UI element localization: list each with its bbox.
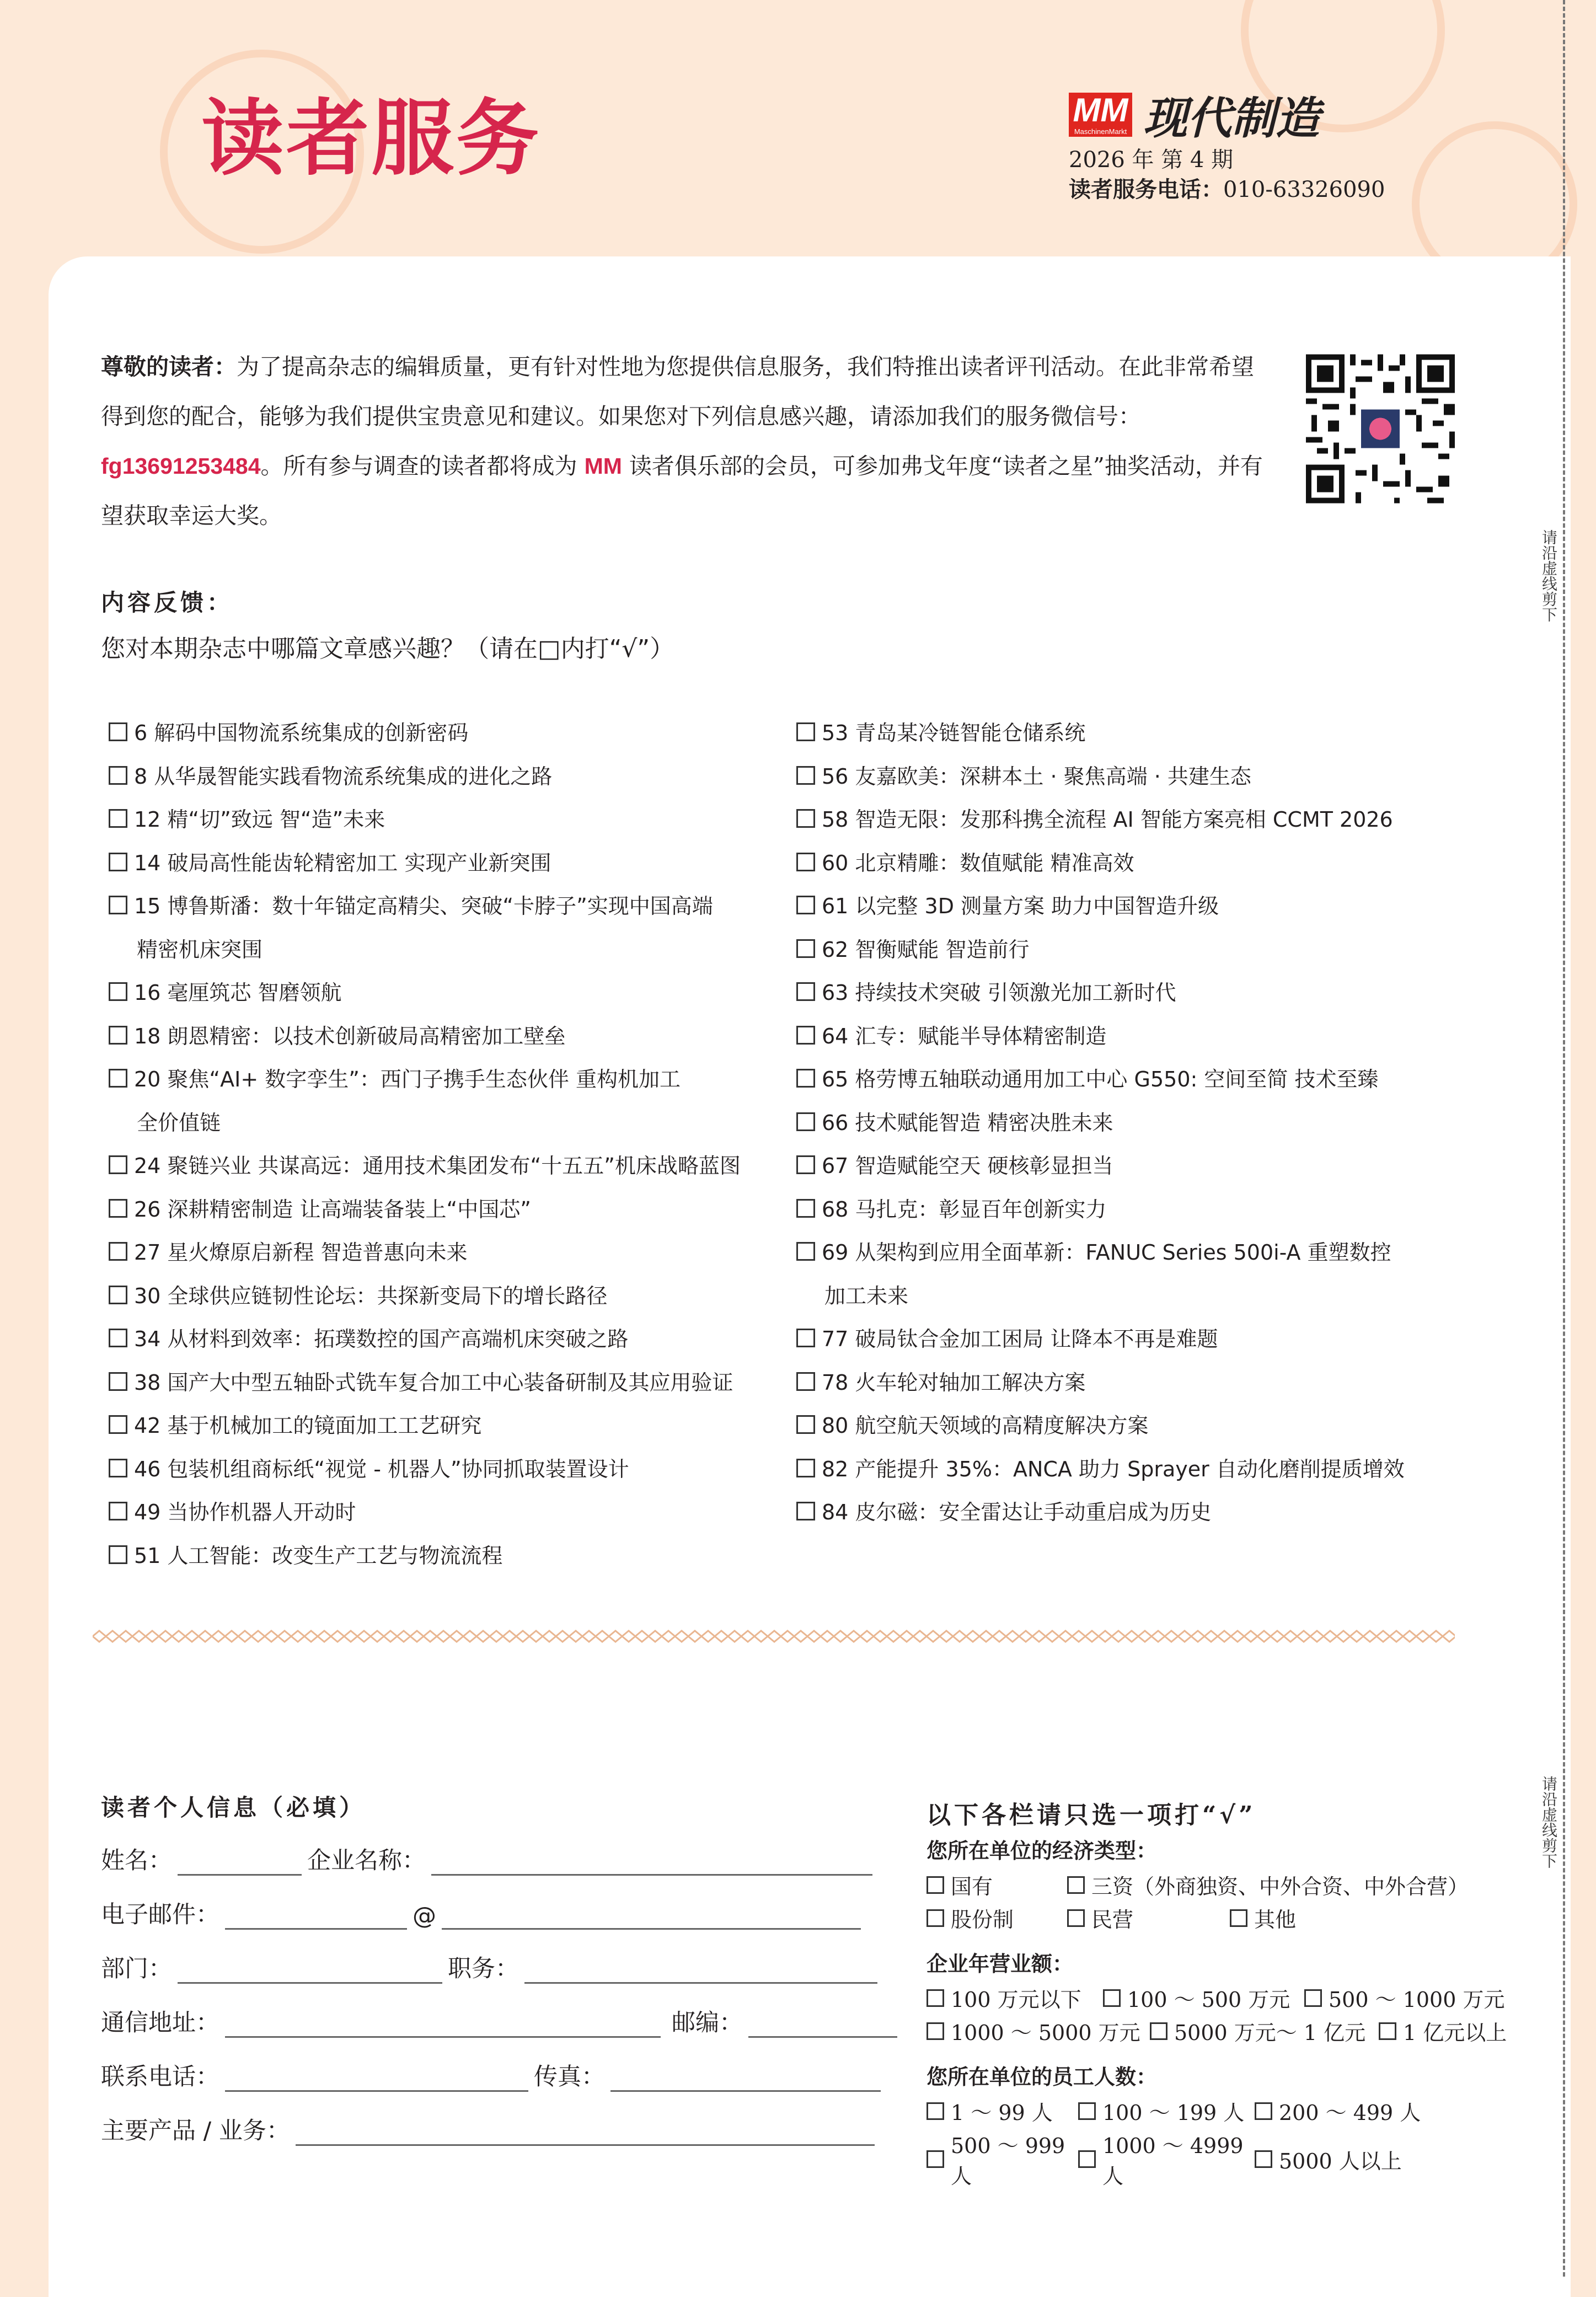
address-row — [101, 2004, 903, 2038]
checkbox[interactable] — [109, 1372, 127, 1391]
dept-row — [101, 1950, 883, 1984]
article-title: 82 产能提升 35%：ANCA 助力 Sprayer 自动化磨削提质增效 — [822, 1457, 1405, 1481]
article-title: 84 皮尔磁：安全雷达让手动重启成为历史 — [822, 1500, 1212, 1524]
fax-field[interactable] — [610, 2070, 881, 2092]
revenue-option-label: 500 ～ 1000 万元 — [1329, 1988, 1505, 2012]
article-title: 30 全球供应链韧性论坛：共探新变局下的增长路径 — [134, 1283, 608, 1308]
phone-label: 读者服务电话： — [1069, 176, 1223, 202]
checkbox[interactable] — [1078, 2150, 1096, 2168]
article-item[interactable] — [789, 711, 1467, 755]
zip-label: 邮编： — [672, 2009, 743, 2037]
employees-option-label: 5000 人以上 — [1279, 2149, 1402, 2173]
feedback-title: 内容反馈： — [101, 589, 234, 616]
article-title: 68 马扎克：彰显百年创新实力 — [822, 1197, 1107, 1222]
checkbox[interactable] — [796, 1242, 815, 1261]
article-item[interactable] — [789, 1231, 1467, 1275]
article-item[interactable] — [789, 1101, 1467, 1145]
econ-option[interactable] — [1230, 1903, 1296, 1933]
article-title: 24 聚链兴业 共谋高远：通用技术集团发布“十五五”机床战略蓝图 — [134, 1154, 741, 1178]
divider — [93, 1630, 1455, 1643]
checkbox[interactable] — [796, 1026, 815, 1045]
article-title: 12 精“切”致远 智“造”未来 — [134, 807, 385, 832]
article-item[interactable] — [101, 1231, 779, 1275]
checkbox[interactable] — [796, 1502, 815, 1520]
article-title: 14 破局高性能齿轮精密加工 实现产业新突围 — [134, 850, 551, 875]
article-item[interactable] — [789, 1491, 1467, 1534]
article-item[interactable] — [789, 971, 1467, 1015]
checkbox[interactable] — [1379, 2022, 1396, 2040]
revenue-option[interactable] — [1150, 2016, 1379, 2046]
email-at: @ — [413, 1902, 436, 1930]
article-title: 49 当协作机器人开动时 — [134, 1500, 356, 1524]
article-title: 62 智衡赋能 智造前行 — [822, 937, 1030, 962]
checkbox[interactable] — [796, 982, 815, 1001]
tel-field[interactable] — [225, 2070, 528, 2092]
checkbox[interactable] — [796, 1459, 815, 1477]
article-title: 8 从华晟智能实践看物流系统集成的进化之路 — [134, 764, 553, 789]
article-title: 15 博鲁斯潘：数十年锚定高精尖、突破“卡脖子”实现中国高端 — [134, 894, 713, 918]
revenue-option[interactable] — [926, 2016, 1150, 2046]
article-item[interactable] — [101, 1015, 779, 1058]
checkbox[interactable] — [796, 1199, 815, 1218]
article-item[interactable] — [101, 1058, 779, 1101]
article-item[interactable] — [789, 755, 1467, 799]
checkbox[interactable] — [1230, 1909, 1247, 1927]
employees-option[interactable] — [926, 2096, 1078, 2126]
econ-option-label: 股份制 — [951, 1908, 1014, 1932]
article-item[interactable] — [101, 755, 779, 799]
wechat-id: fg13691253484 — [101, 453, 261, 479]
checkbox[interactable] — [109, 1459, 127, 1477]
checkbox[interactable] — [796, 766, 815, 785]
checkbox[interactable] — [109, 766, 127, 785]
article-item[interactable] — [101, 971, 779, 1015]
article-item[interactable] — [789, 1144, 1467, 1188]
checkbox[interactable] — [926, 1876, 944, 1894]
revenue-option[interactable] — [1379, 2016, 1507, 2046]
intro-paragraph — [101, 342, 1276, 540]
checkbox[interactable] — [109, 809, 127, 828]
intro-lead: 尊敬的读者： — [101, 354, 237, 380]
checkbox[interactable] — [926, 1989, 944, 2007]
email-user-field[interactable] — [225, 1908, 407, 1930]
mm-mark: MM — [584, 453, 622, 479]
checkbox[interactable] — [796, 1329, 815, 1347]
checkbox[interactable] — [796, 853, 815, 871]
revenue-options-row — [926, 1983, 1504, 2013]
dept-label: 部门： — [101, 1955, 172, 1983]
checkbox[interactable] — [926, 1909, 944, 1927]
checkbox[interactable] — [109, 1242, 127, 1261]
checkbox[interactable] — [109, 1155, 127, 1174]
article-item[interactable] — [789, 1361, 1467, 1405]
article-item[interactable] — [101, 798, 779, 842]
employees-option-label: 500 ～ 999 人 — [951, 2134, 1065, 2188]
email-row — [101, 1896, 866, 1930]
article-title: 64 汇专：赋能半导体精密制造 — [822, 1024, 1107, 1048]
revenue-option-label: 5000 万元～ 1 亿元 — [1174, 2021, 1366, 2045]
dept-field[interactable] — [178, 1962, 442, 1984]
article-item[interactable] — [101, 1275, 779, 1318]
article-title: 58 智造无限：发那科携全流程 AI 智能方案亮相 CCMT 2026 — [822, 807, 1393, 832]
econ-title: 您所在单位的经济类型： — [926, 1839, 1158, 1863]
article-title: 42 基于机械加工的镜面加工工艺研究 — [134, 1413, 482, 1438]
article-title: 34 从材料到效率：拓璞数控的国产高端机床突破之路 — [134, 1327, 629, 1351]
article-title: 46 包装机组商标纸“视觉 - 机器人”协同抓取装置设计 — [134, 1457, 629, 1481]
products-label: 主要产品 / 业务： — [101, 2117, 290, 2145]
econ-options-row — [926, 1870, 1469, 1900]
checkbox[interactable] — [109, 1545, 127, 1564]
checkbox[interactable] — [796, 1069, 815, 1088]
article-title: 78 火车轮对轴加工解决方案 — [822, 1370, 1086, 1395]
employees-option-label: 1000 ～ 4999 人 — [1102, 2134, 1244, 2188]
revenue-title: 企业年营业额： — [926, 1952, 1074, 1976]
name-field[interactable] — [178, 1854, 302, 1876]
article-list-right — [789, 711, 1467, 1534]
email-label: 电子邮件： — [101, 1901, 219, 1929]
article-item[interactable] — [101, 1188, 779, 1232]
name-label: 姓名： — [101, 1847, 172, 1875]
revenue-option[interactable] — [1103, 1983, 1304, 2013]
article-title: 60 北京精雕：数值赋能 精准高效 — [822, 850, 1134, 875]
revenue-option-label: 100 万元以下 — [951, 1988, 1081, 2012]
personal-title: 读者个人信息（必填） — [101, 1794, 366, 1821]
article-title: 66 技术赋能智造 精密决胜未来 — [822, 1110, 1113, 1135]
checkbox[interactable] — [109, 1415, 127, 1434]
checkbox[interactable] — [109, 1199, 127, 1218]
article-item[interactable] — [789, 1404, 1467, 1448]
revenue-option-label: 1 亿元以上 — [1403, 2021, 1507, 2045]
article-item[interactable] — [789, 928, 1467, 972]
econ-option[interactable] — [926, 1870, 1067, 1900]
zip-field[interactable] — [748, 2016, 897, 2038]
article-item[interactable] — [789, 1318, 1467, 1361]
feedback-question: 您对本期杂志中哪篇文章感兴趣？（请在□内打“√”） — [101, 635, 674, 663]
checkbox[interactable] — [1103, 1989, 1121, 2007]
mm-logo-subtext: MaschinenMarkt — [1074, 127, 1127, 136]
article-title: 61 以完整 3D 测量方案 助力中国智造升级 — [822, 894, 1219, 918]
article-title: 80 航空航天领域的高精度解决方案 — [822, 1413, 1149, 1438]
position-field[interactable] — [524, 1962, 877, 1984]
article-title: 77 破局钛合金加工困局 让降本不再是难题 — [822, 1327, 1218, 1351]
checkbox[interactable] — [926, 2150, 944, 2168]
page-title: 读者服务 — [201, 91, 542, 187]
article-title: 20 聚焦“AI+ 数字孪生”：西门子携手生态伙伴 重构机加工 — [134, 1067, 681, 1091]
checkbox[interactable] — [1067, 1876, 1085, 1894]
checkbox[interactable] — [796, 722, 815, 741]
checkbox[interactable] — [796, 1372, 815, 1391]
checkbox[interactable] — [926, 2022, 944, 2040]
article-item[interactable] — [101, 1144, 779, 1188]
checkbox[interactable] — [109, 1329, 127, 1347]
article-item[interactable] — [789, 1058, 1467, 1101]
article-item[interactable] — [101, 711, 779, 755]
checkbox[interactable] — [1150, 2022, 1167, 2040]
employees-option[interactable] — [926, 2129, 1078, 2189]
article-title: 65 格劳博五轴联动通用加工中心 G550: 空间至简 技术至臻 — [822, 1067, 1379, 1091]
issue-number: 2026 年 第 4 期 — [1069, 147, 1234, 173]
company-label: 企业名称： — [307, 1847, 426, 1875]
article-title-continued: 加工未来 — [824, 1283, 909, 1308]
mm-logo-text: MM — [1073, 92, 1128, 128]
products-field[interactable] — [296, 2124, 875, 2146]
tel-row — [101, 2058, 886, 2092]
checkbox[interactable] — [109, 1502, 127, 1520]
econ-option-label: 其他 — [1254, 1908, 1297, 1932]
article-title-continued: 全价值链 — [137, 1110, 221, 1135]
intro-text: 。所有参与调查的读者都将成为 — [260, 453, 585, 479]
employees-options-row — [926, 2129, 1402, 2189]
revenue-options-row — [926, 2016, 1507, 2046]
article-item[interactable] — [101, 1318, 779, 1361]
article-item[interactable] — [789, 1448, 1467, 1491]
checkbox[interactable] — [109, 1286, 127, 1304]
fax-label: 传真： — [534, 2063, 605, 2091]
options-title: 以下各栏请只选一项打“√” — [926, 1801, 1256, 1829]
econ-option[interactable] — [926, 1903, 1067, 1933]
revenue-option[interactable] — [1304, 1983, 1504, 2013]
checkbox[interactable] — [109, 982, 127, 1001]
employees-option[interactable] — [1078, 2096, 1255, 2126]
article-title: 16 毫厘筑芯 智磨领航 — [134, 981, 342, 1005]
cut-label: 请沿虚线剪下 — [1540, 1776, 1558, 1868]
revenue-option-label: 100 ～ 500 万元 — [1127, 1988, 1290, 2012]
checkbox[interactable] — [796, 939, 815, 958]
tel-label: 联系电话： — [101, 2063, 219, 2091]
econ-option-label: 国有 — [951, 1875, 993, 1899]
checkbox[interactable] — [1304, 1989, 1322, 2007]
employees-options-row — [926, 2096, 1421, 2126]
employees-title: 您所在单位的员工人数： — [926, 2065, 1158, 2089]
cut-label: 请沿虚线剪下 — [1540, 529, 1558, 622]
econ-option-label: 三资（外商独资、中外合资、中外合营） — [1091, 1875, 1469, 1899]
article-item[interactable] — [101, 842, 779, 885]
article-item[interactable] — [101, 1534, 779, 1578]
products-row — [101, 2112, 880, 2146]
employees-option[interactable] — [1078, 2129, 1255, 2189]
article-item[interactable] — [101, 1491, 779, 1534]
article-item[interactable] — [789, 798, 1467, 842]
checkbox[interactable] — [109, 722, 127, 741]
econ-option[interactable] — [1067, 1903, 1230, 1933]
checkbox[interactable] — [1255, 2102, 1272, 2120]
checkbox[interactable] — [796, 1155, 815, 1174]
employees-option-label: 100 ～ 199 人 — [1102, 2101, 1245, 2125]
mm-logo — [1069, 93, 1132, 137]
employees-option[interactable] — [1255, 2096, 1421, 2126]
checkbox[interactable] — [796, 1112, 815, 1131]
article-item[interactable] — [101, 1404, 779, 1448]
article-item[interactable] — [789, 1188, 1467, 1232]
email-domain-field[interactable] — [442, 1908, 861, 1930]
article-title: 6 解码中国物流系统集成的创新密码 — [134, 721, 469, 745]
brand — [1069, 83, 1320, 146]
employees-option-label: 1 ～ 99 人 — [951, 2101, 1053, 2125]
article-item[interactable] — [101, 885, 779, 928]
cut-line — [1563, 0, 1565, 2277]
employees-option-label: 200 ～ 499 人 — [1279, 2101, 1421, 2125]
checkbox[interactable] — [109, 1026, 127, 1045]
revenue-option-label: 1000 ～ 5000 万元 — [951, 2021, 1140, 2045]
article-item[interactable] — [789, 1015, 1467, 1058]
service-phone — [1069, 172, 1385, 204]
checkbox[interactable] — [796, 809, 815, 828]
econ-option-label: 民营 — [1091, 1908, 1134, 1932]
article-title-continued: 精密机床突围 — [137, 937, 263, 962]
intro-text: 读者俱乐部的会员，可参加弗戈年度“读者之星”抽奖活动，并有望获取幸运大奖。 — [101, 453, 1263, 529]
article-title: 38 国产大中型五轴卧式铣车复合加工中心装备研制及其应用验证 — [134, 1370, 733, 1395]
article-title: 18 朗恩精密：以技术创新破局高精密加工壁垒 — [134, 1024, 566, 1048]
article-title: 53 青岛某冷链智能仓储系统 — [822, 721, 1086, 745]
phone-number: 010-63326090 — [1223, 177, 1385, 202]
article-title: 69 从架构到应用全面革新：FANUC Series 500i-A 重塑数控 — [822, 1240, 1391, 1265]
company-field[interactable] — [431, 1854, 872, 1876]
checkbox[interactable] — [109, 896, 127, 914]
employees-option[interactable] — [1255, 2144, 1402, 2175]
checkbox[interactable] — [796, 1415, 815, 1434]
article-item[interactable] — [789, 885, 1467, 928]
article-item[interactable] — [101, 1448, 779, 1491]
position-label: 职务： — [448, 1955, 519, 1983]
checkbox[interactable] — [926, 2102, 944, 2120]
article-list-left — [101, 711, 779, 1577]
econ-options-row — [926, 1903, 1296, 1933]
checkbox[interactable] — [109, 1069, 127, 1088]
article-item[interactable] — [101, 1361, 779, 1405]
article-title: 56 友嘉欧美：深耕本土 · 聚焦高端 · 共建生态 — [822, 764, 1251, 789]
article-title: 63 持续技术突破 引领激光加工新时代 — [822, 981, 1176, 1005]
article-title: 67 智造赋能空天 硬核彰显担当 — [822, 1154, 1113, 1178]
article-title: 51 人工智能：改变生产工艺与物流流程 — [134, 1543, 503, 1568]
revenue-option[interactable] — [926, 1983, 1103, 2013]
econ-option[interactable] — [1067, 1870, 1469, 1900]
checkbox[interactable] — [1067, 1909, 1085, 1927]
intro-text: 为了提高杂志的编辑质量，更有针对性地为您提供信息服务，我们特推出读者评刊活动。在此非常希望得到您的配合，能够为我们提供宝贵意见和建议。如果您对下列信息感兴趣，请添加我们的服务微信号： — [101, 354, 1254, 430]
address-field[interactable] — [225, 2016, 661, 2038]
checkbox[interactable] — [1078, 2102, 1096, 2120]
checkbox[interactable] — [109, 853, 127, 871]
brand-name: 现代制造 — [1143, 92, 1320, 144]
name-row — [101, 1842, 878, 1876]
qr-code-icon — [1306, 353, 1455, 505]
checkbox[interactable] — [796, 896, 815, 914]
checkbox[interactable] — [1255, 2150, 1272, 2168]
address-label: 通信地址： — [101, 2009, 219, 2037]
article-title: 27 星火燎原启新程 智造普惠向未来 — [134, 1240, 468, 1265]
article-item[interactable] — [789, 842, 1467, 885]
article-title: 26 深耕精密制造 让高端装备装上“中国芯” — [134, 1197, 531, 1222]
